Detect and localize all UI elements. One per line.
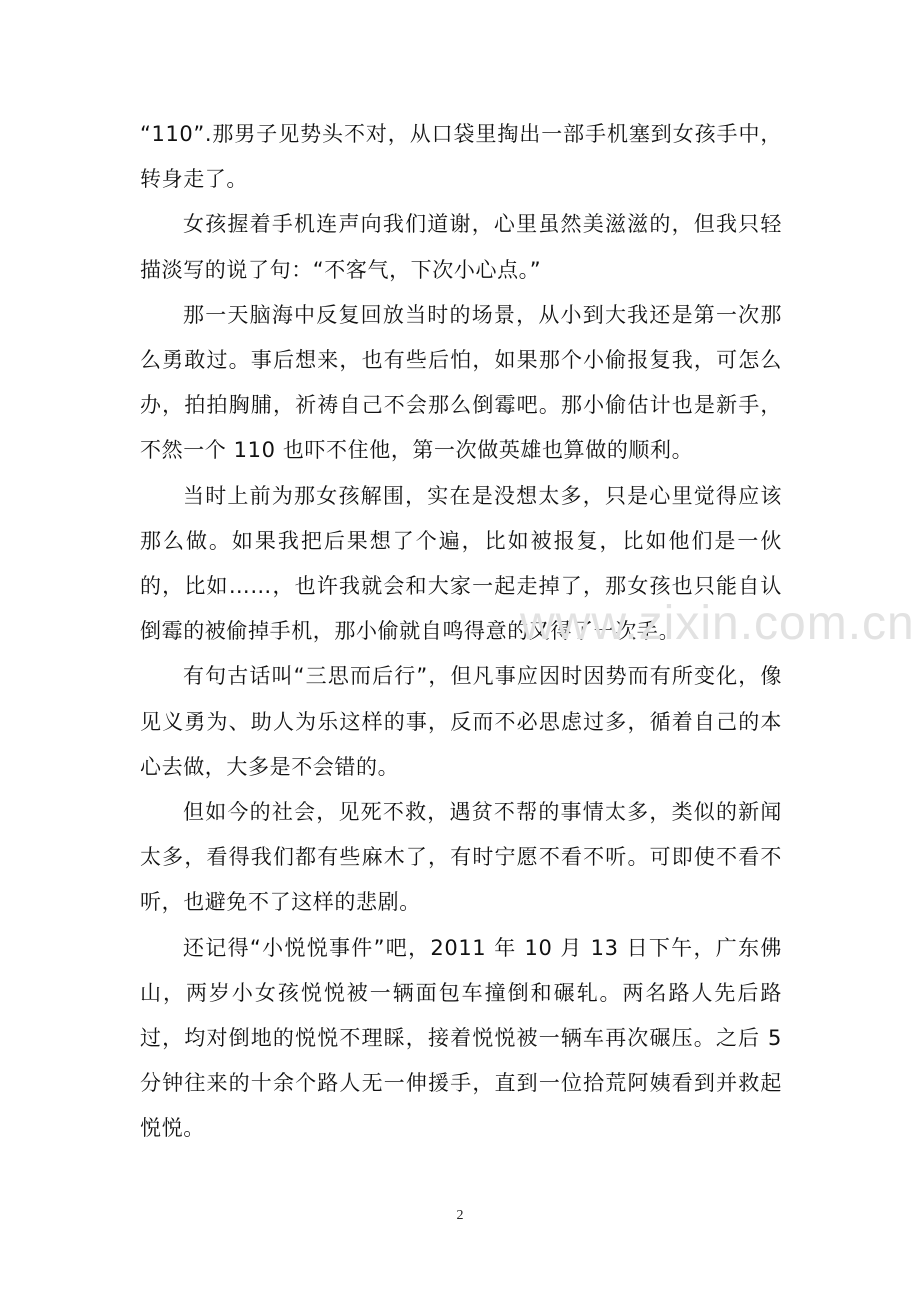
paragraph-1: “110”.那男子见势头不对，从口袋里掏出一部手机塞到女孩手中，转身走了。 — [140, 122, 782, 192]
paragraph-7: 还记得“小悦悦事件”吧，2011 年 10 月 13 日下午，广东佛山，两岁小女孩悦悦被一辆面包车撞倒和碾轧。两名路人先后路过，均对倒地的悦悦不理睬，接着悦悦被一辆车再次碾压。之后 5 分钟往来的十余个路人无一伸援手，直到一位拾荒阿姨看到并救起悦悦。 — [140, 935, 782, 1141]
paragraph-5: 有句古话叫“三思而后行”，但凡事应因时因势而有所变化，像见义勇为、助人为乐这样的事，反而不必思虑过多，循着自己的本心去做，大多是不会错的。 — [140, 664, 782, 779]
paragraph-4: 当时上前为那女孩解围，实在是没想太多，只是心里觉得应该那么做。如果我把后果想了个遍，比如被报复，比如他们是一伙的，比如……，也许我就会和大家一起走掉了，那女孩也只能自认倒霉的被偷掉手机，那小偷就自鸣得意的又得了一次手。 — [140, 483, 782, 644]
paragraph-3: 那一天脑海中反复回放当时的场景，从小到大我还是第一次那么勇敢过。事后想来，也有些后怕，如果那个小偷报复我，可怎么办，拍拍胸脯，祈祷自己不会那么倒霉吧。那小偷估计也是新手，不然一个 110 也吓不住他，第一次做英雄也算做的顺利。 — [140, 302, 782, 463]
paragraph-6: 但如今的社会，见死不救，遇贫不帮的事情太多，类似的新闻太多，看得我们都有些麻木了，有时宁愿不看不听。可即使不看不听，也避免不了这样的悲剧。 — [140, 800, 782, 915]
page-number: 2 — [456, 1208, 464, 1223]
document-body — [140, 112, 782, 1152]
paragraph-2: 女孩握着手机连声向我们道谢，心里虽然美滋滋的，但我只轻描淡写的说了句：“不客气，下次小心点。” — [140, 212, 782, 282]
watermark: www.zixin.com.cn — [520, 597, 915, 650]
